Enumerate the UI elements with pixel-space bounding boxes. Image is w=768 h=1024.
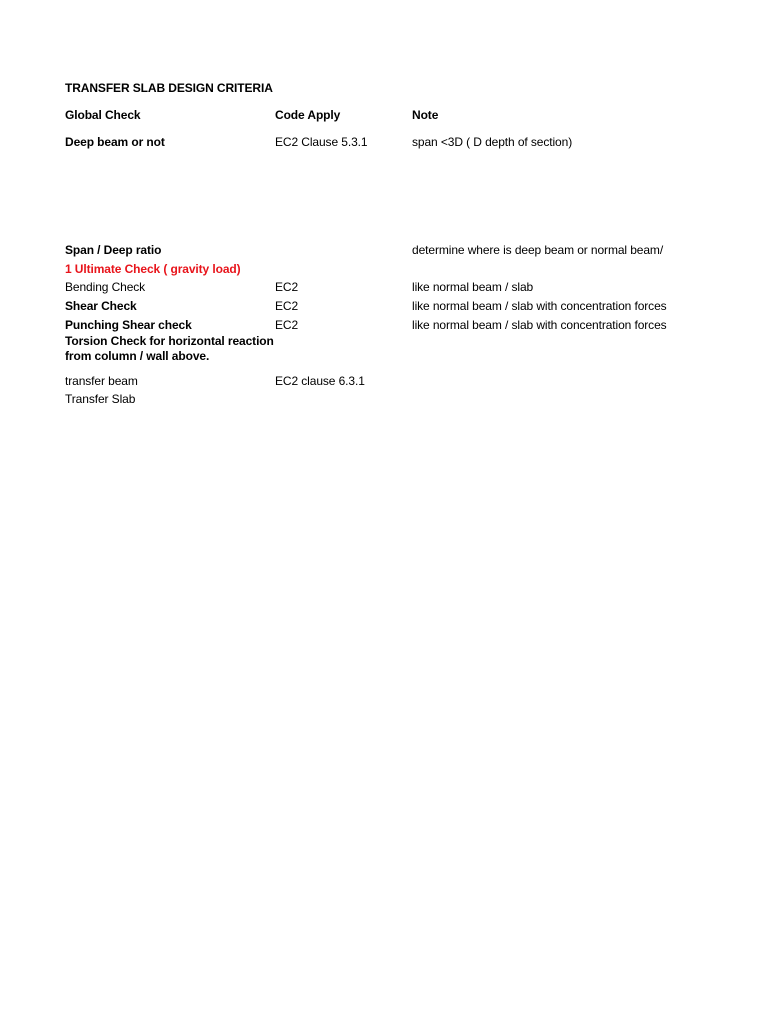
page-title: TRANSFER SLAB DESIGN CRITERIA (65, 81, 273, 95)
row-transfer-slab-label: Transfer Slab (65, 392, 136, 406)
row-transfer-beam-code: EC2 clause 6.3.1 (275, 374, 365, 388)
row-deep-beam-note: span <3D ( D depth of section) (412, 135, 573, 149)
row-span-deep-ratio-label: Span / Deep ratio (65, 243, 162, 257)
header-global-check: Global Check (65, 108, 141, 122)
row-punching-shear-code: EC2 (275, 318, 299, 332)
row-bending-check-note: like normal beam / slab (412, 280, 534, 294)
row-ultimate-check-label: 1 Ultimate Check ( gravity load) (65, 262, 241, 276)
row-deep-beam-code: EC2 Clause 5.3.1 (275, 135, 368, 149)
row-transfer-beam-label: transfer beam (65, 374, 138, 388)
row-shear-check-note: like normal beam / slab with concentration forces (412, 299, 667, 313)
header-code-apply: Code Apply (275, 108, 341, 122)
row-punching-shear-label: Punching Shear check (65, 318, 192, 332)
row-bending-check-code: EC2 (275, 280, 299, 294)
header-note: Note (412, 108, 439, 122)
row-shear-check-code: EC2 (275, 299, 299, 313)
row-shear-check-label: Shear Check (65, 299, 137, 313)
row-bending-check-label: Bending Check (65, 280, 146, 294)
row-deep-beam-label: Deep beam or not (65, 135, 165, 149)
row-punching-shear-note: like normal beam / slab with concentration forces (412, 318, 667, 332)
row-span-deep-ratio-note: determine where is deep beam or normal beam/ (412, 243, 664, 257)
row-torsion-check-label: Torsion Check for horizontal reaction from column / wall above. (65, 334, 274, 363)
